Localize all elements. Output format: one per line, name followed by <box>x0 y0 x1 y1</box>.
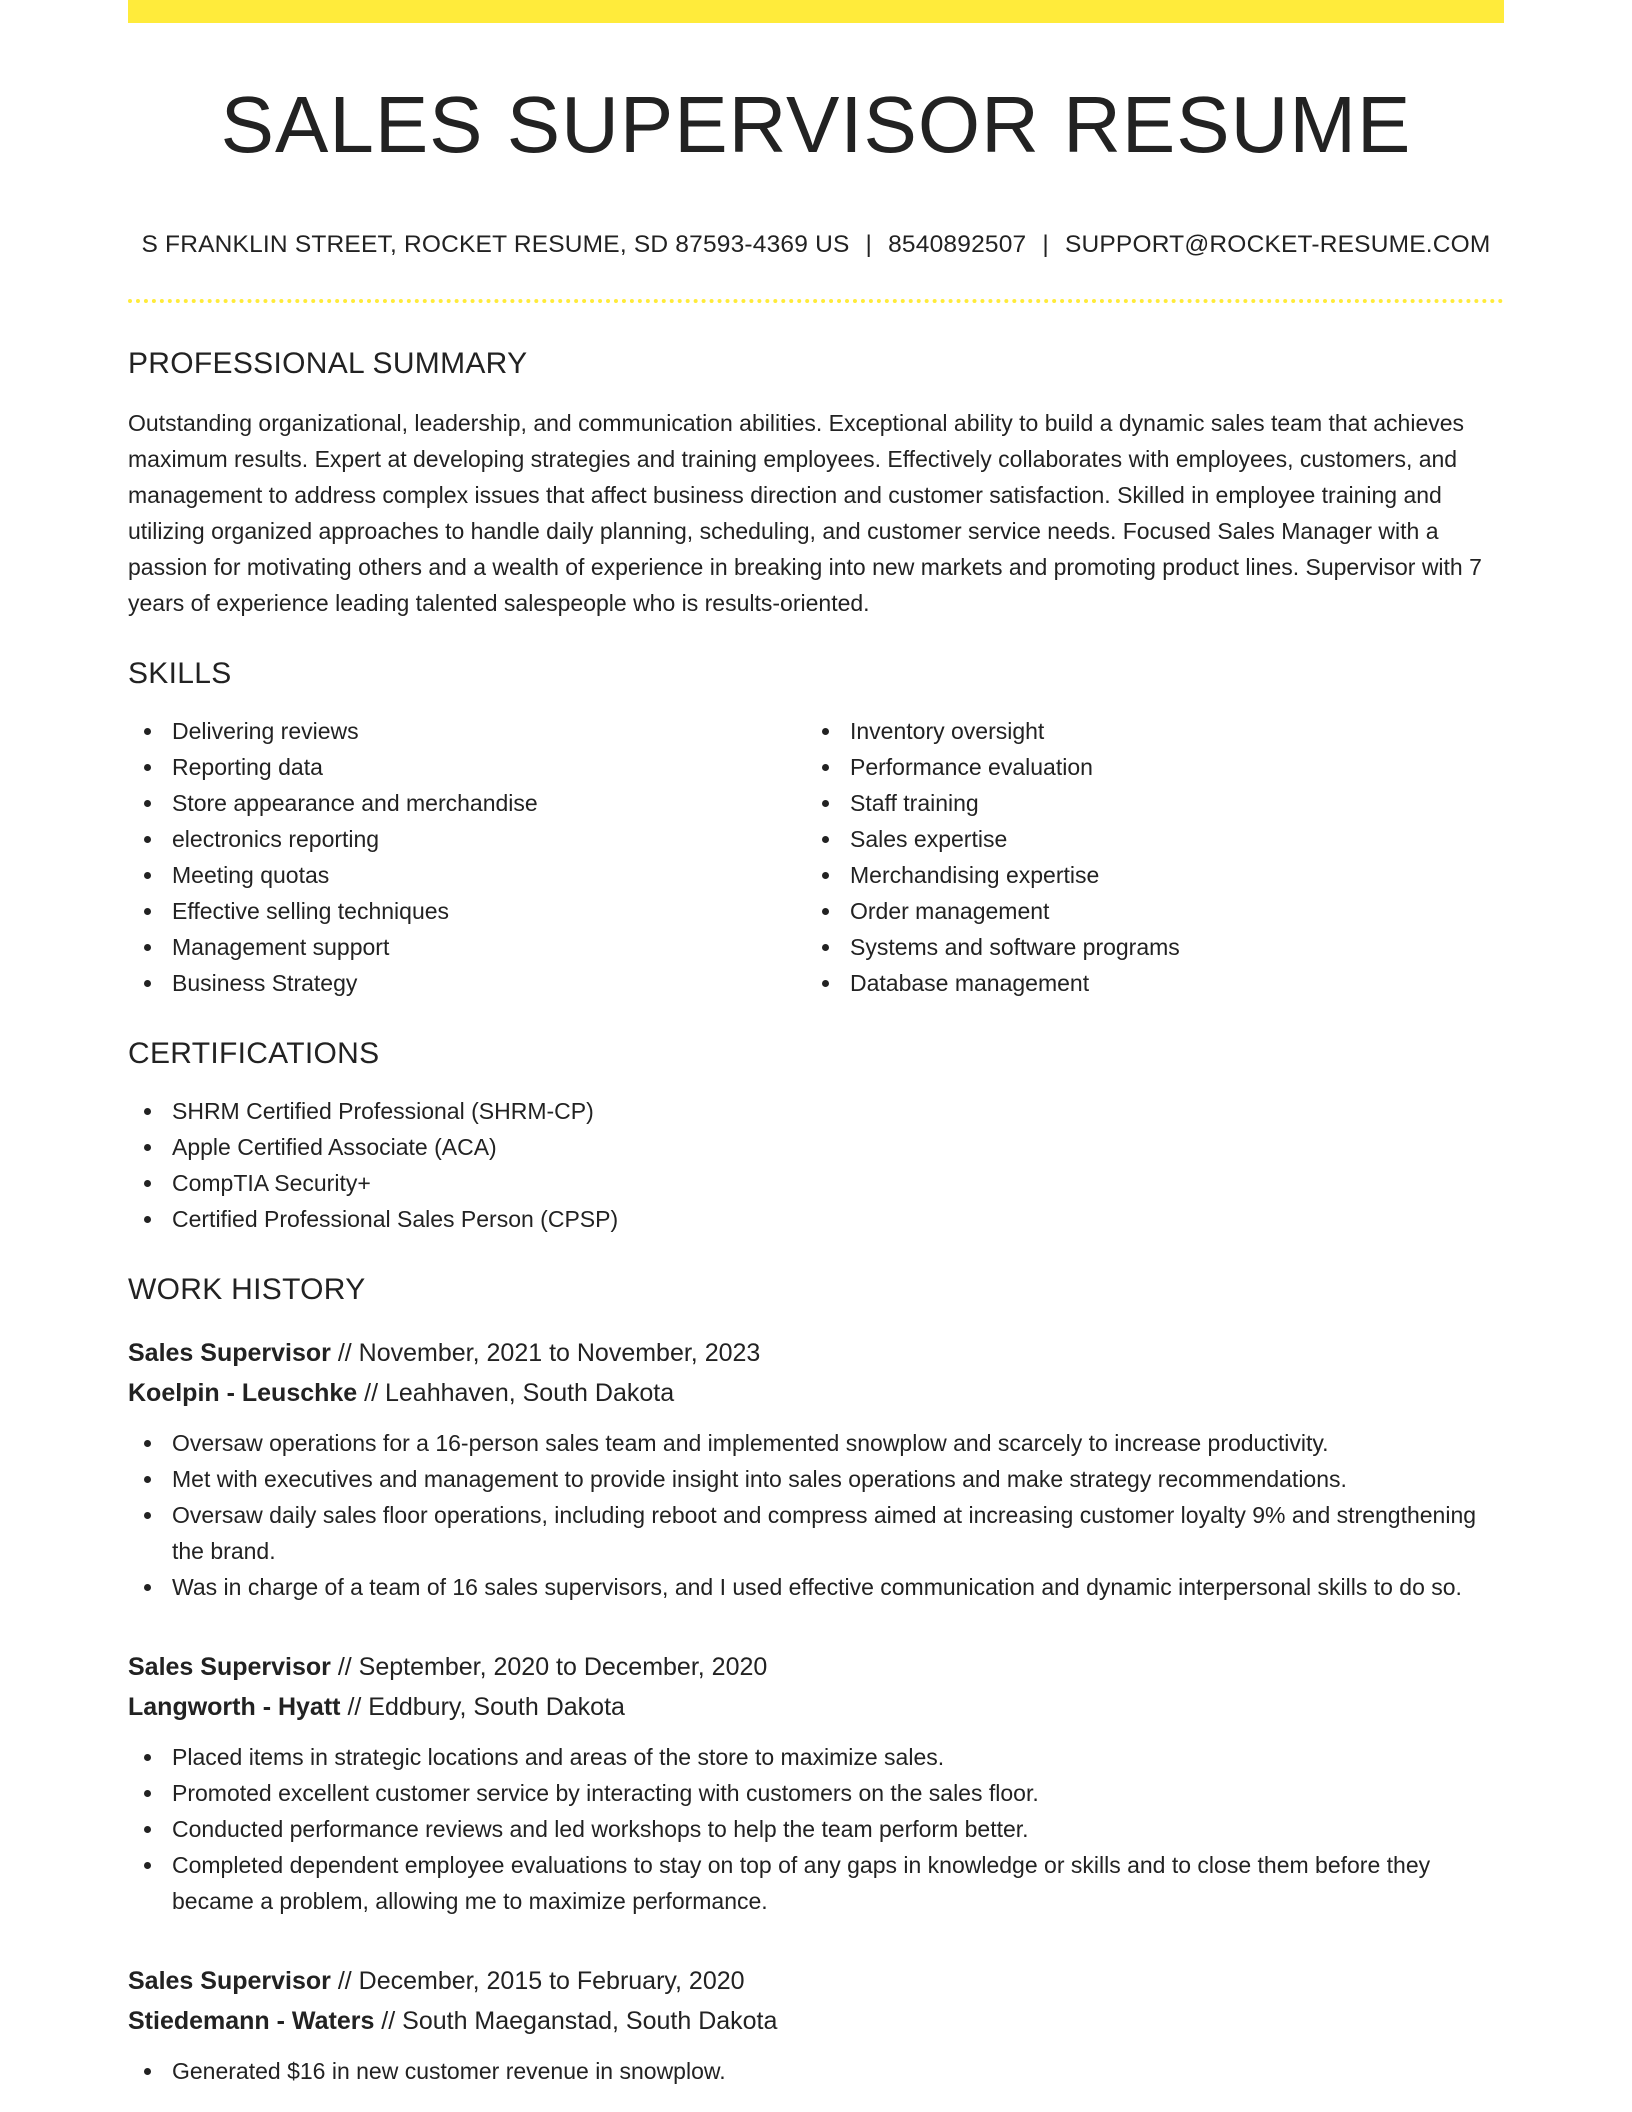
job-duty: Generated $16 in new customer revenue in snowplow. <box>128 2053 1504 2089</box>
job-role: Sales Supervisor <box>128 1967 331 1995</box>
contact-line <box>128 231 1504 259</box>
contact-email: SUPPORT@ROCKET-RESUME.COM <box>1064 231 1491 258</box>
work-history-heading: WORK HISTORY <box>128 1273 366 1306</box>
job-location: // Leahhaven, South Dakota <box>357 1379 675 1407</box>
contact-phone: 8540892507 <box>888 231 1027 258</box>
contact-address: S FRANKLIN STREET, ROCKET RESUME, SD 87593-4369 US <box>141 231 850 258</box>
skills-columns <box>128 713 1504 1001</box>
skill-item: Systems and software programs <box>806 929 1484 965</box>
skill-item: Database management <box>806 965 1484 1001</box>
job-company-line <box>128 2001 1504 2041</box>
job-dates: // September, 2020 to December, 2020 <box>330 1653 768 1681</box>
skill-item: Performance evaluation <box>806 749 1484 785</box>
job-duty: Met with executives and management to provide insight into sales operations and make strategy recommendations. <box>128 1461 1504 1497</box>
job-duties-list <box>128 1739 1504 1919</box>
skill-item: Inventory oversight <box>806 713 1484 749</box>
skill-item: Staff training <box>806 785 1484 821</box>
job-role: Sales Supervisor <box>128 1339 331 1367</box>
skill-item: Management support <box>128 929 806 965</box>
certifications-heading: CERTIFICATIONS <box>128 1037 380 1070</box>
skills-list-left <box>128 713 806 1001</box>
job-role-line <box>128 1647 1504 1687</box>
contact-separator: | <box>865 231 873 258</box>
job-entry <box>128 1333 1504 1605</box>
job-role: Sales Supervisor <box>128 1653 331 1681</box>
contact-separator: | <box>1042 231 1049 258</box>
skills-list-right <box>806 713 1484 1001</box>
skill-item: Effective selling techniques <box>128 893 806 929</box>
certifications-list <box>128 1093 1504 1237</box>
skill-item: Sales expertise <box>806 821 1484 857</box>
job-duties-list <box>128 2053 1504 2089</box>
skills-heading: SKILLS <box>128 657 232 690</box>
job-duty: Conducted performance reviews and led workshops to help the team perform better. <box>128 1811 1504 1847</box>
skill-item: Business Strategy <box>128 965 806 1001</box>
skill-item: Store appearance and merchandise <box>128 785 806 821</box>
job-company: Koelpin - Leuschke <box>128 1379 358 1407</box>
skill-item: Merchandising expertise <box>806 857 1484 893</box>
certification-item: Apple Certified Associate (ACA) <box>128 1129 1504 1165</box>
skill-item: Order management <box>806 893 1484 929</box>
job-duty: Completed dependent employee evaluations to stay on top of any gaps in knowledge or skills and to close them before they became a problem, allowing me to maximize performance. <box>128 1847 1504 1919</box>
skill-item: Delivering reviews <box>128 713 806 749</box>
job-duty: Was in charge of a team of 16 sales supervisors, and I used effective communication and dynamic interpersonal skills to do so. <box>128 1569 1504 1605</box>
job-dates: // December, 2015 to February, 2020 <box>330 1967 745 1995</box>
job-duty: Oversaw operations for a 16-person sales team and implemented snowplow and scarcely to increase productivity. <box>128 1425 1504 1461</box>
job-company: Stiedemann - Waters <box>128 2007 375 2035</box>
job-entry <box>128 1961 1504 2089</box>
job-duty: Promoted excellent customer service by interacting with customers on the sales floor. <box>128 1775 1504 1811</box>
dotted-divider <box>128 299 1504 303</box>
summary-text: Outstanding organizational, leadership, and communication abilities. Exceptional ability to build a dynamic sales team that achieves maximum results. Expert at developing strategies and training employees. Effectively collaborates with employees, customers, and management to address complex issues that affect business direction and customer satisfaction. Skilled in employee training and utilizing organized approaches to handle daily planning, scheduling, and customer service needs. Focused Sales Manager with a passion for motivating others and a wealth of experience in breaking into new markets and promoting product lines. Supervisor with 7 years of experience leading talented salespeople who is results-oriented. <box>128 410 1482 616</box>
skill-item: electronics reporting <box>128 821 806 857</box>
job-role-line <box>128 1333 1504 1373</box>
job-location: // South Maeganstad, South Dakota <box>374 2007 778 2035</box>
job-duty: Placed items in strategic locations and areas of the store to maximize sales. <box>128 1739 1504 1775</box>
certification-item: SHRM Certified Professional (SHRM-CP) <box>128 1093 1504 1129</box>
certification-item: Certified Professional Sales Person (CPSP) <box>128 1201 1504 1237</box>
job-company: Langworth - Hyatt <box>128 1693 341 1721</box>
job-entry <box>128 1647 1504 1919</box>
top-accent-bar <box>128 0 1504 23</box>
job-duty: Oversaw daily sales floor operations, including reboot and compress aimed at increasing customer loyalty 9% and strengthening the brand. <box>128 1497 1504 1569</box>
job-company-line <box>128 1373 1504 1413</box>
summary-heading: PROFESSIONAL SUMMARY <box>128 347 528 380</box>
job-role-line <box>128 1961 1504 2001</box>
job-duties-list <box>128 1425 1504 1605</box>
skill-item: Reporting data <box>128 749 806 785</box>
certification-item: CompTIA Security+ <box>128 1165 1504 1201</box>
resume-title: SALES SUPERVISOR RESUME <box>220 80 1412 169</box>
resume-page <box>128 0 1504 2112</box>
skill-item: Meeting quotas <box>128 857 806 893</box>
job-dates: // November, 2021 to November, 2023 <box>330 1339 761 1367</box>
job-location: // Eddbury, South Dakota <box>340 1693 625 1721</box>
job-company-line <box>128 1687 1504 1727</box>
